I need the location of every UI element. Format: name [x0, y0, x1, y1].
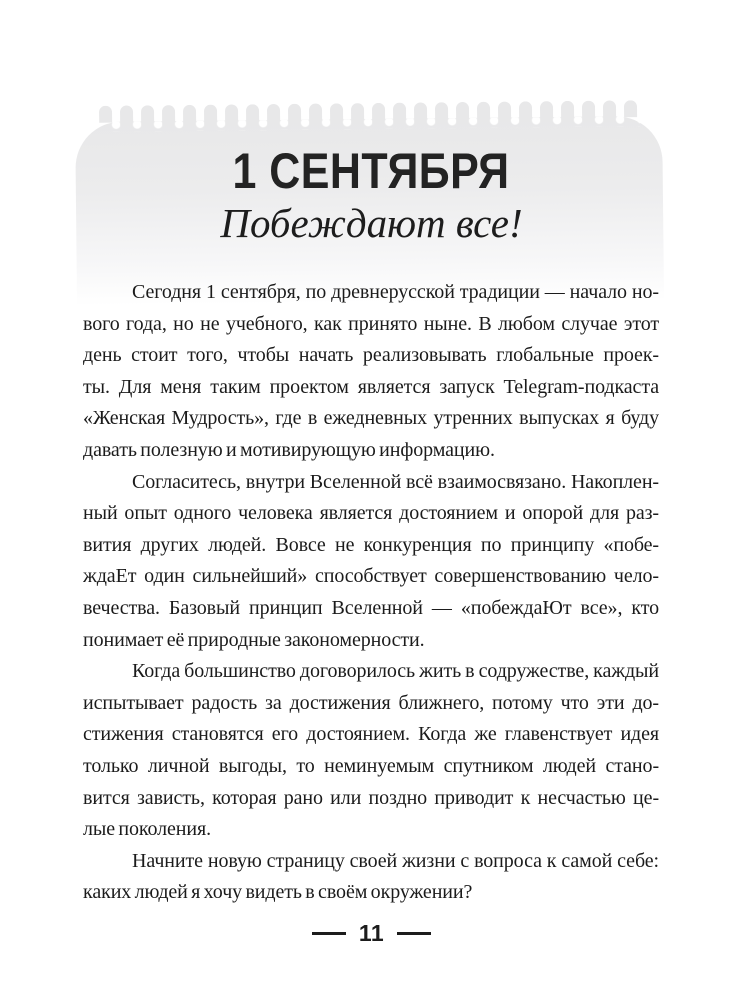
text-line: каких людей я хочу видеть в своём окружении? [83, 881, 473, 904]
tooth [330, 103, 343, 120]
tooth [372, 103, 385, 120]
tooth [456, 102, 469, 119]
paragraph [83, 846, 659, 909]
tooth [414, 102, 427, 119]
footer-rule-right [397, 932, 431, 935]
tooth [603, 100, 616, 117]
text-line: испытывает радость за достижения ближнего, потому что эти до- [83, 691, 659, 714]
text-line: Согласитесь, внутри Вселенной всё взаимосвязано. Накоплен- [132, 470, 659, 493]
tooth [498, 102, 511, 119]
tooth [225, 104, 238, 121]
tooth [204, 105, 217, 122]
tooth [393, 103, 406, 120]
tooth [120, 105, 133, 122]
tooth [309, 103, 322, 120]
text-line: Когда большинство договорилось жить в содружестве, каждый [132, 660, 659, 683]
text-line: ный опыт одного человека является достоянием и опорой для раз- [83, 502, 659, 525]
text-line: Сегодня 1 сентября, по древнерусской традиции — начало но- [132, 281, 659, 303]
tooth [288, 104, 301, 121]
tooth [477, 102, 490, 119]
tooth [141, 105, 154, 122]
tooth [99, 106, 112, 123]
date-title [0, 143, 743, 199]
text-line: понимает её природные закономерности. [83, 628, 425, 651]
tooth [624, 100, 637, 117]
tooth [435, 102, 448, 119]
text-line: вития других людей. Вовсе не конкуренция по принципу «побе- [83, 533, 659, 556]
paragraph [83, 656, 659, 846]
text-line: вого года, но не учебного, как принято ныне. В любом случае этот [83, 312, 659, 335]
page-number: 11 [358, 920, 385, 946]
text-line: ждаЕт один сильнейший» способствует совершенствованию чело- [83, 565, 659, 588]
text-line: стижения становятся его достоянием. Когда же главенствует идея [83, 723, 659, 746]
page-footer [0, 920, 743, 946]
tooth [561, 101, 574, 118]
tooth [183, 105, 196, 122]
body-text [83, 277, 659, 909]
footer-rule-left [312, 932, 346, 935]
paragraph [83, 467, 659, 657]
tooth [246, 104, 259, 121]
tooth [267, 104, 280, 121]
text-line: «Женская Мудрость», где в ежедневных утренних выпусках я буду [83, 407, 659, 430]
tooth [582, 101, 595, 118]
paragraph [83, 277, 659, 467]
text-line: лые поколения. [83, 818, 211, 841]
text-line: только личной выгоды, то неминуемым спутником людей стано- [83, 754, 659, 777]
tooth [162, 105, 175, 122]
text-line: давать полезную и мотивирующую информацию. [83, 438, 495, 461]
tooth [351, 103, 364, 120]
date-title-text: 1 СЕНТЯБРЯ [232, 143, 510, 199]
text-line: вится зависть, которая рано или поздно приводит к несчастью це- [83, 786, 659, 809]
page-subtitle: Побеждают все! [220, 200, 523, 246]
text-line: вечества. Базовый принцип Вселенной — «побеждаЮт все», кто [83, 596, 659, 619]
text-line: Начните новую страницу своей жизни с вопроса к самой себе: [132, 849, 659, 872]
text-line: день стоит того, чтобы начать реализовывать глобальные проек- [83, 344, 659, 367]
tooth [540, 101, 553, 118]
text-line: ты. Для меня таким проектом является запуск Telegram-подкаста [83, 375, 659, 398]
tooth [519, 101, 532, 118]
